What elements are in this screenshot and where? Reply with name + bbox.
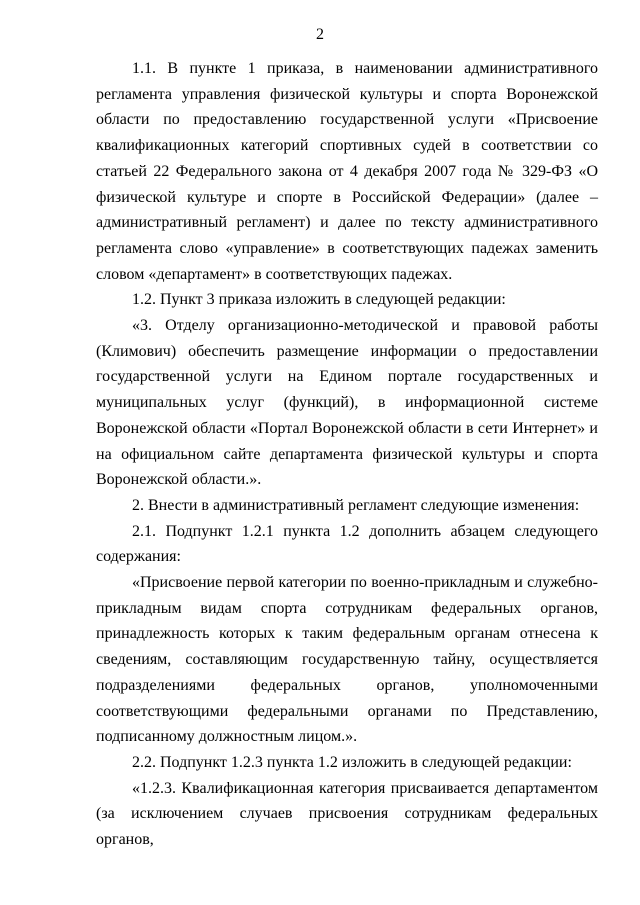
paragraph-1-2-text: «3. Отделу организационно-методической и правовой работы (Климович) обеспечить размещение информации о предоставлении государственной услуги на Едином портале государственных и муниципальных услуг (функций), в информационной системе Воронежской области «Портал Воронежской области в сети Интернет» и на официальном сайте департамента физической культуры и спорта Воронежской области.». — [96, 317, 598, 489]
paragraph-1-2: 1.2. Пункт 3 приказа изложить в следующей редакции: — [132, 291, 506, 309]
paragraph-2: 2. Внести в административный регламент следующие изменения: — [132, 496, 580, 514]
paragraph-2-1-text: «Присвоение первой категории по военно-прикладным и служебно-прикладным видам спорта сотрудникам федеральных органов, принадлежность которых к таким федеральным органам отнесена к сведениям, составляющим государственную тайну, осуществляется подразделениями федеральных органов, уполномоченными соответствующими федеральными органами по Представлению, подписанному должностным лицом.». — [96, 574, 598, 746]
paragraph-2-2: 2.2. Подпункт 1.2.3 пункта 1.2 изложить в следующей редакции: — [132, 753, 572, 771]
paragraph-2-2-text: «1.2.3. Квалификационная категория присваивается департаментом (за исключением случаев присвоения сотрудникам федеральных органов, — [96, 779, 598, 849]
paragraph-1-1: 1.1. В пункте 1 приказа, в наименовании административного регламента управления физической культуры и спорта Воронежской области по предоставлению государственной услуги «Присвоение квалификационных категорий спортивных судей в соответствии со статьей 22 Федерального закона от 4 декабря 2007 года № 329-ФЗ «О физической культуре и спорте в Российской Федерации» (далее – административный регламент) и далее по тексту административного регламента слово «управление» в соответствующих падежах заменить словом «департамент» в соответствующих падежах. — [96, 60, 598, 283]
document-body — [96, 56, 598, 853]
page-number: 2 — [316, 26, 324, 43]
paragraph-2-1: 2.1. Подпункт 1.2.1 пункта 1.2 дополнить абзацем следующего содержания: — [96, 522, 598, 566]
